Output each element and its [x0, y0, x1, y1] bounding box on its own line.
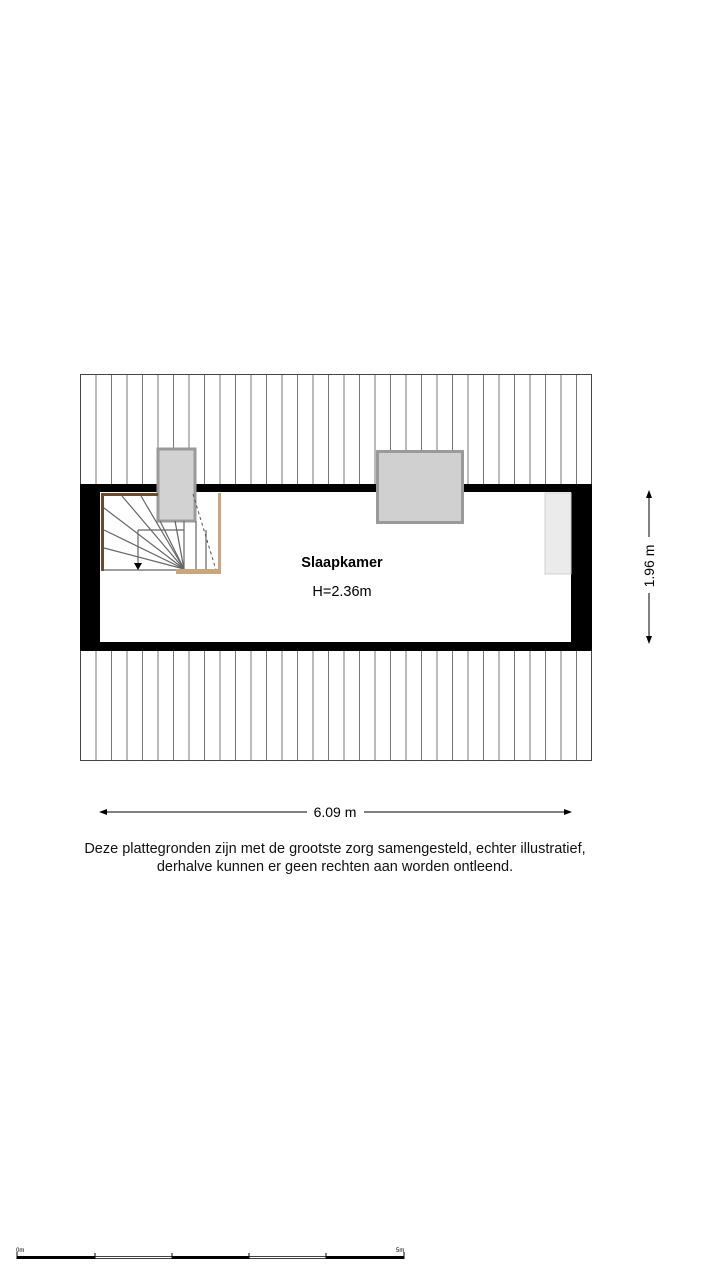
- width-dimension-label: 6.09 m: [313, 804, 357, 820]
- wall-cabinet: [545, 493, 571, 574]
- room-name: Slaapkamer: [301, 555, 383, 571]
- depth-dimension-label: 1.96 m: [641, 544, 657, 588]
- scale-start-label: 0m: [16, 1248, 25, 1254]
- room-height: H=2.36m: [312, 584, 372, 600]
- disclaimer: [0, 840, 670, 876]
- width-dimension: [99, 804, 572, 820]
- scale-end-label: 5m: [396, 1248, 405, 1254]
- skylight: [378, 452, 463, 523]
- roof-bottom: [81, 651, 592, 761]
- disclaimer-line-2: derhalve kunnen er geen rechten aan worden ontleend.: [156, 859, 514, 875]
- chimney: [158, 449, 195, 521]
- scale-bar: [16, 1248, 404, 1259]
- disclaimer-line-1: Deze plattegronden zijn met de grootste zorg samengesteld, echter illustratief,: [84, 841, 586, 857]
- depth-dimension: [641, 490, 657, 644]
